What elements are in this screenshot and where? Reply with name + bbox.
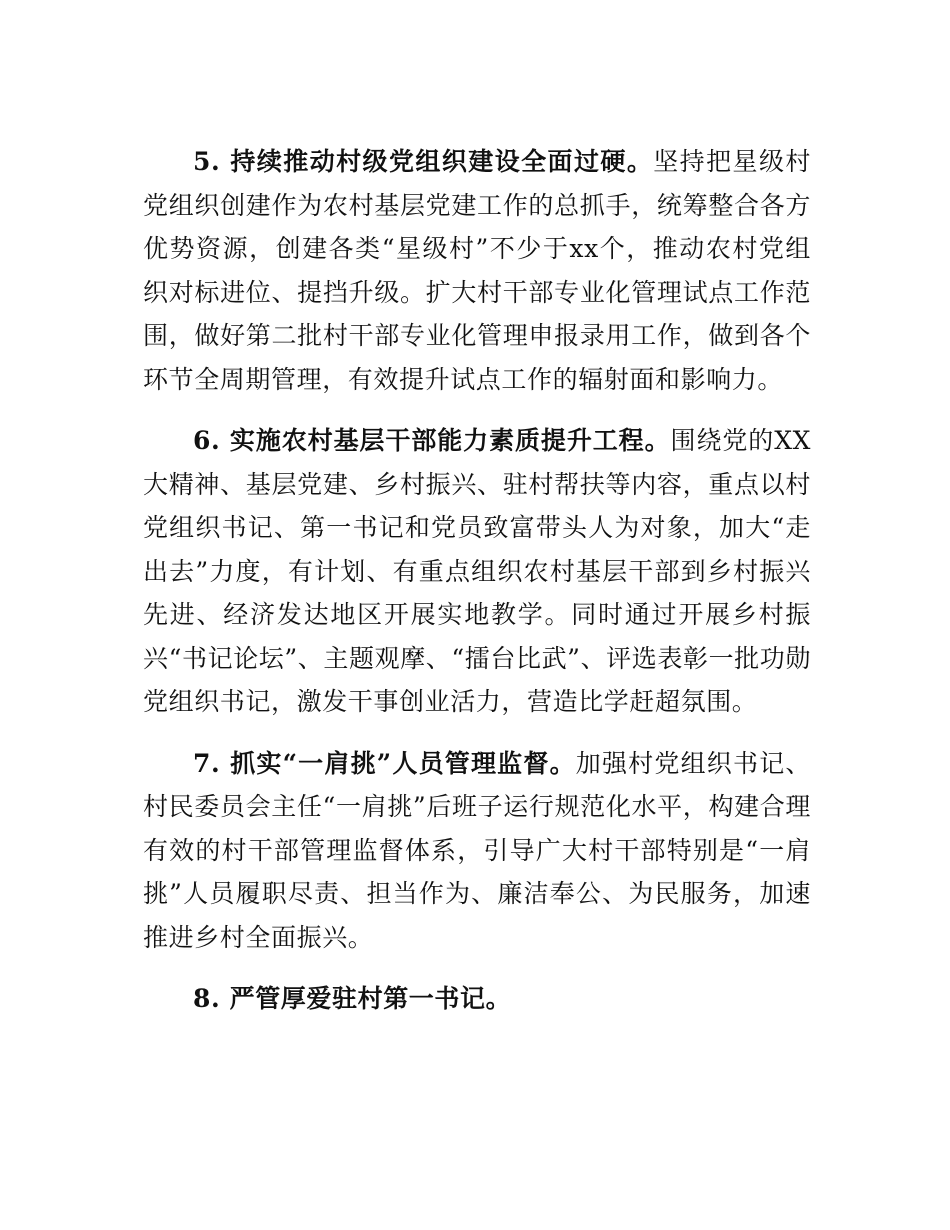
paragraph-8: [143, 977, 811, 1021]
paragraph-5-text: 坚持把星级村党组织创建作为农村基层党建工作的总抓手，统筹整合各方优势资源，创建各类“星级村”不少于xx个，推动农村党组织对标进位、提挡升级。扩大村干部专业化管理试点工作范围，做好第二批村干部专业化管理申报录用工作，做到各个环节全周期管理，有效提升试点工作的辐射面和影响力。: [143, 147, 811, 394]
paragraph-7: [143, 742, 811, 960]
document-body: [143, 140, 811, 1039]
paragraph-7-text: 加强村党组织书记、村民委员会主任“一肩挑”后班子运行规范化水平，构建合理有效的村干部管理监督体系，引导广大村干部特别是“一肩挑”人员履职尽责、担当作为、廉洁奉公、为民服务，加速推进乡村全面振兴。: [143, 748, 811, 952]
paragraph-8-heading: 8. 严管厚爱驻村第一书记。: [193, 984, 512, 1013]
paragraph-6-text: 围绕党的XX大精神、基层党建、乡村振兴、驻村帮扶等内容，重点以村党组织书记、第一书记和党员致富带头人为对象，加大“走出去”力度，有计划、有重点组织农村基层干部到乡村振兴先进、经济发达地区开展实地教学。同时通过开展乡村振兴“书记论坛”、主题观摩、“擂台比武”、评选表彰一批功勋党组织书记，激发干事创业活力，营造比学赶超氛围。: [143, 426, 811, 716]
paragraph-7-heading: 7. 抓实“一肩挑”人员管理监督。: [193, 748, 576, 778]
paragraph-6-heading: 6. 实施农村基层干部能力素质提升工程。: [193, 426, 671, 455]
paragraph-5-heading: 5. 持续推动村级党组织建设全面过硬。: [193, 147, 654, 176]
paragraph-6: [143, 419, 811, 724]
paragraph-5: [143, 140, 811, 401]
